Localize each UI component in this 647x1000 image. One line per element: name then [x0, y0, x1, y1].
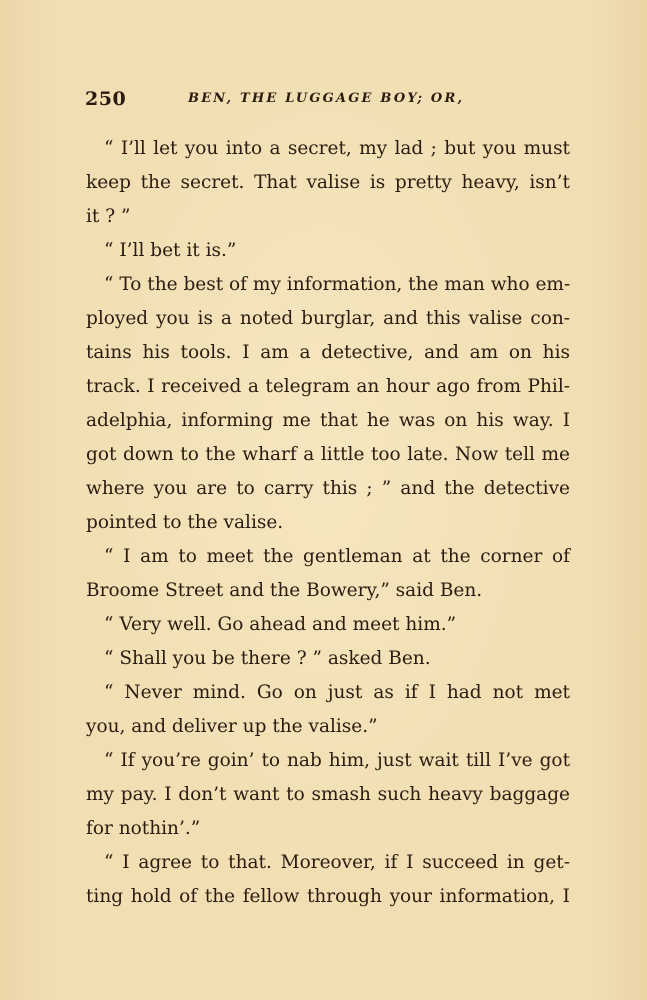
text-line: ting hold of the fellow through your information, I — [86, 886, 570, 907]
text-line: “ If you’re goin’ to nab him, just wait till I’ve got — [104, 750, 570, 771]
text-line: track. I received a telegram an hour ago from Phil- — [86, 376, 570, 397]
text-line: “ To the best of my information, the man who em- — [104, 274, 571, 295]
text-line: “ I am to meet the gentleman at the corner of — [104, 546, 570, 567]
text-line: “ Very well. Go ahead and meet him.” — [104, 614, 457, 635]
text-line: my pay. I don’t want to smash such heavy baggage — [86, 784, 570, 805]
page-header — [85, 88, 571, 112]
text-line: “ I’ll bet it is.” — [104, 240, 237, 261]
text-line: you, and deliver up the valise.” — [86, 716, 378, 737]
text-line: tains his tools. I am a detective, and am on his — [86, 342, 570, 363]
text-line: Broome Street and the Bowery,” said Ben. — [86, 580, 483, 601]
text-line: got down to the wharf a little too late. Now tell me — [86, 444, 570, 465]
text-line: keep the secret. That valise is pretty heavy, isn’t — [86, 172, 570, 193]
body-text — [86, 132, 570, 914]
text-line: “ I agree to that. Moreover, if I succeed in get- — [104, 852, 570, 873]
running-head: BEN, THE LUGGAGE BOY; OR, — [188, 91, 465, 106]
text-line: “ Shall you be there ? ” asked Ben. — [104, 648, 431, 669]
text-line: ployed you is a noted burglar, and this valise con- — [86, 308, 570, 329]
text-line: adelphia, informing me that he was on his way. I — [86, 410, 570, 431]
text-line: “ Never mind. Go on just as if I had not met — [104, 682, 570, 703]
text-line: it ? ” — [86, 206, 131, 227]
page-number: 250 — [85, 88, 127, 110]
text-line: for nothin’.” — [86, 818, 201, 839]
text-line: where you are to carry this ; ” and the detective — [86, 478, 570, 499]
text-line: “ I’ll let you into a secret, my lad ; but you must — [104, 138, 570, 159]
text-line: pointed to the valise. — [86, 512, 284, 533]
